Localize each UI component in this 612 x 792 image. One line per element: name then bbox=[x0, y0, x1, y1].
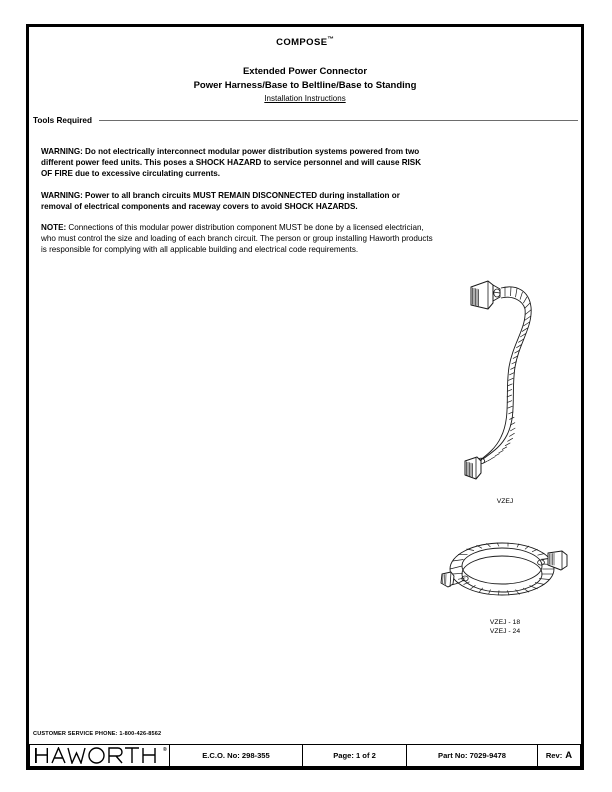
haworth-logo bbox=[34, 747, 167, 764]
footer-revision-value: A bbox=[565, 750, 573, 761]
lower-connector-icon bbox=[465, 457, 485, 479]
note-licensed-electrician bbox=[41, 222, 433, 256]
document-header bbox=[30, 36, 580, 103]
haworth-wordmark-icon bbox=[34, 747, 162, 764]
warning-disconnect-lead: WARNING: bbox=[41, 190, 83, 200]
note-text: Connections of this modular power distribution component MUST be done by a licensed electrician, who must control the size and loading of each branch circuit. The person or group installing Haworth products is responsible for complying with all applicable building and electrical code requirements. bbox=[41, 223, 433, 255]
warning-disconnect-text: Power to all branch circuits MUST REMAIN DISCONNECTED during installation or removal of electrical components and raceway covers to avoid SHOCK HAZARDS. bbox=[41, 190, 400, 211]
page-title-line-1: Extended Power Connector bbox=[242, 66, 368, 78]
trademark-symbol: ™ bbox=[327, 36, 334, 43]
page-subtitle: Installation Instructions bbox=[264, 94, 346, 104]
figure-coiled-harness bbox=[440, 533, 570, 636]
tools-required-label: Tools Required bbox=[33, 116, 92, 125]
registered-mark: ® bbox=[163, 747, 167, 753]
note-lead: NOTE: bbox=[41, 223, 67, 233]
footer-part-number: Part No: 7029-9478 bbox=[407, 745, 538, 766]
footer-page-number: Page: 1 of 2 bbox=[303, 745, 407, 766]
warning-interconnect bbox=[41, 146, 433, 180]
footer-eco-number: E.C.O. No: 298-355 bbox=[170, 745, 303, 766]
figure-coil-caption bbox=[440, 618, 570, 636]
footer-revision bbox=[538, 745, 580, 766]
figure-coil-caption-line-1: VZEJ - 18 bbox=[489, 619, 521, 626]
power-harness-illustration bbox=[455, 275, 555, 490]
brand-name bbox=[30, 36, 580, 48]
upper-connector-icon bbox=[471, 281, 500, 309]
notices-block bbox=[41, 146, 433, 256]
footer-revision-label: Rev: bbox=[545, 751, 563, 760]
warning-interconnect-text: Do not electrically interconnect modular power distribution systems powered from two different power feed units. This poses a SHOCK HAZARD to service personnel and will cause RISK OF FIRE due to excessive circulating currents. bbox=[41, 147, 422, 179]
footer-bar bbox=[29, 744, 581, 767]
coiled-harness-illustration bbox=[440, 533, 570, 611]
figure-coil-caption-line-2: VZEJ - 24 bbox=[489, 628, 521, 635]
tools-required-section bbox=[33, 116, 578, 125]
tools-required-rule bbox=[99, 120, 578, 121]
customer-service-phone: CUSTOMER SERVICE PHONE: 1-800-426-8562 bbox=[33, 731, 162, 737]
warning-interconnect-lead: WARNING: bbox=[41, 147, 83, 156]
footer-logo-cell bbox=[30, 745, 170, 766]
figure-harness-caption: VZEJ bbox=[496, 498, 514, 505]
figure-power-harness bbox=[455, 275, 555, 506]
warning-disconnect bbox=[41, 190, 433, 212]
brand-text: COMPOSE bbox=[276, 37, 328, 49]
cable-ribs bbox=[483, 287, 531, 464]
page-title-line-2: Power Harness/Base to Beltline/Base to Standing bbox=[193, 79, 417, 91]
title-block bbox=[30, 65, 580, 103]
